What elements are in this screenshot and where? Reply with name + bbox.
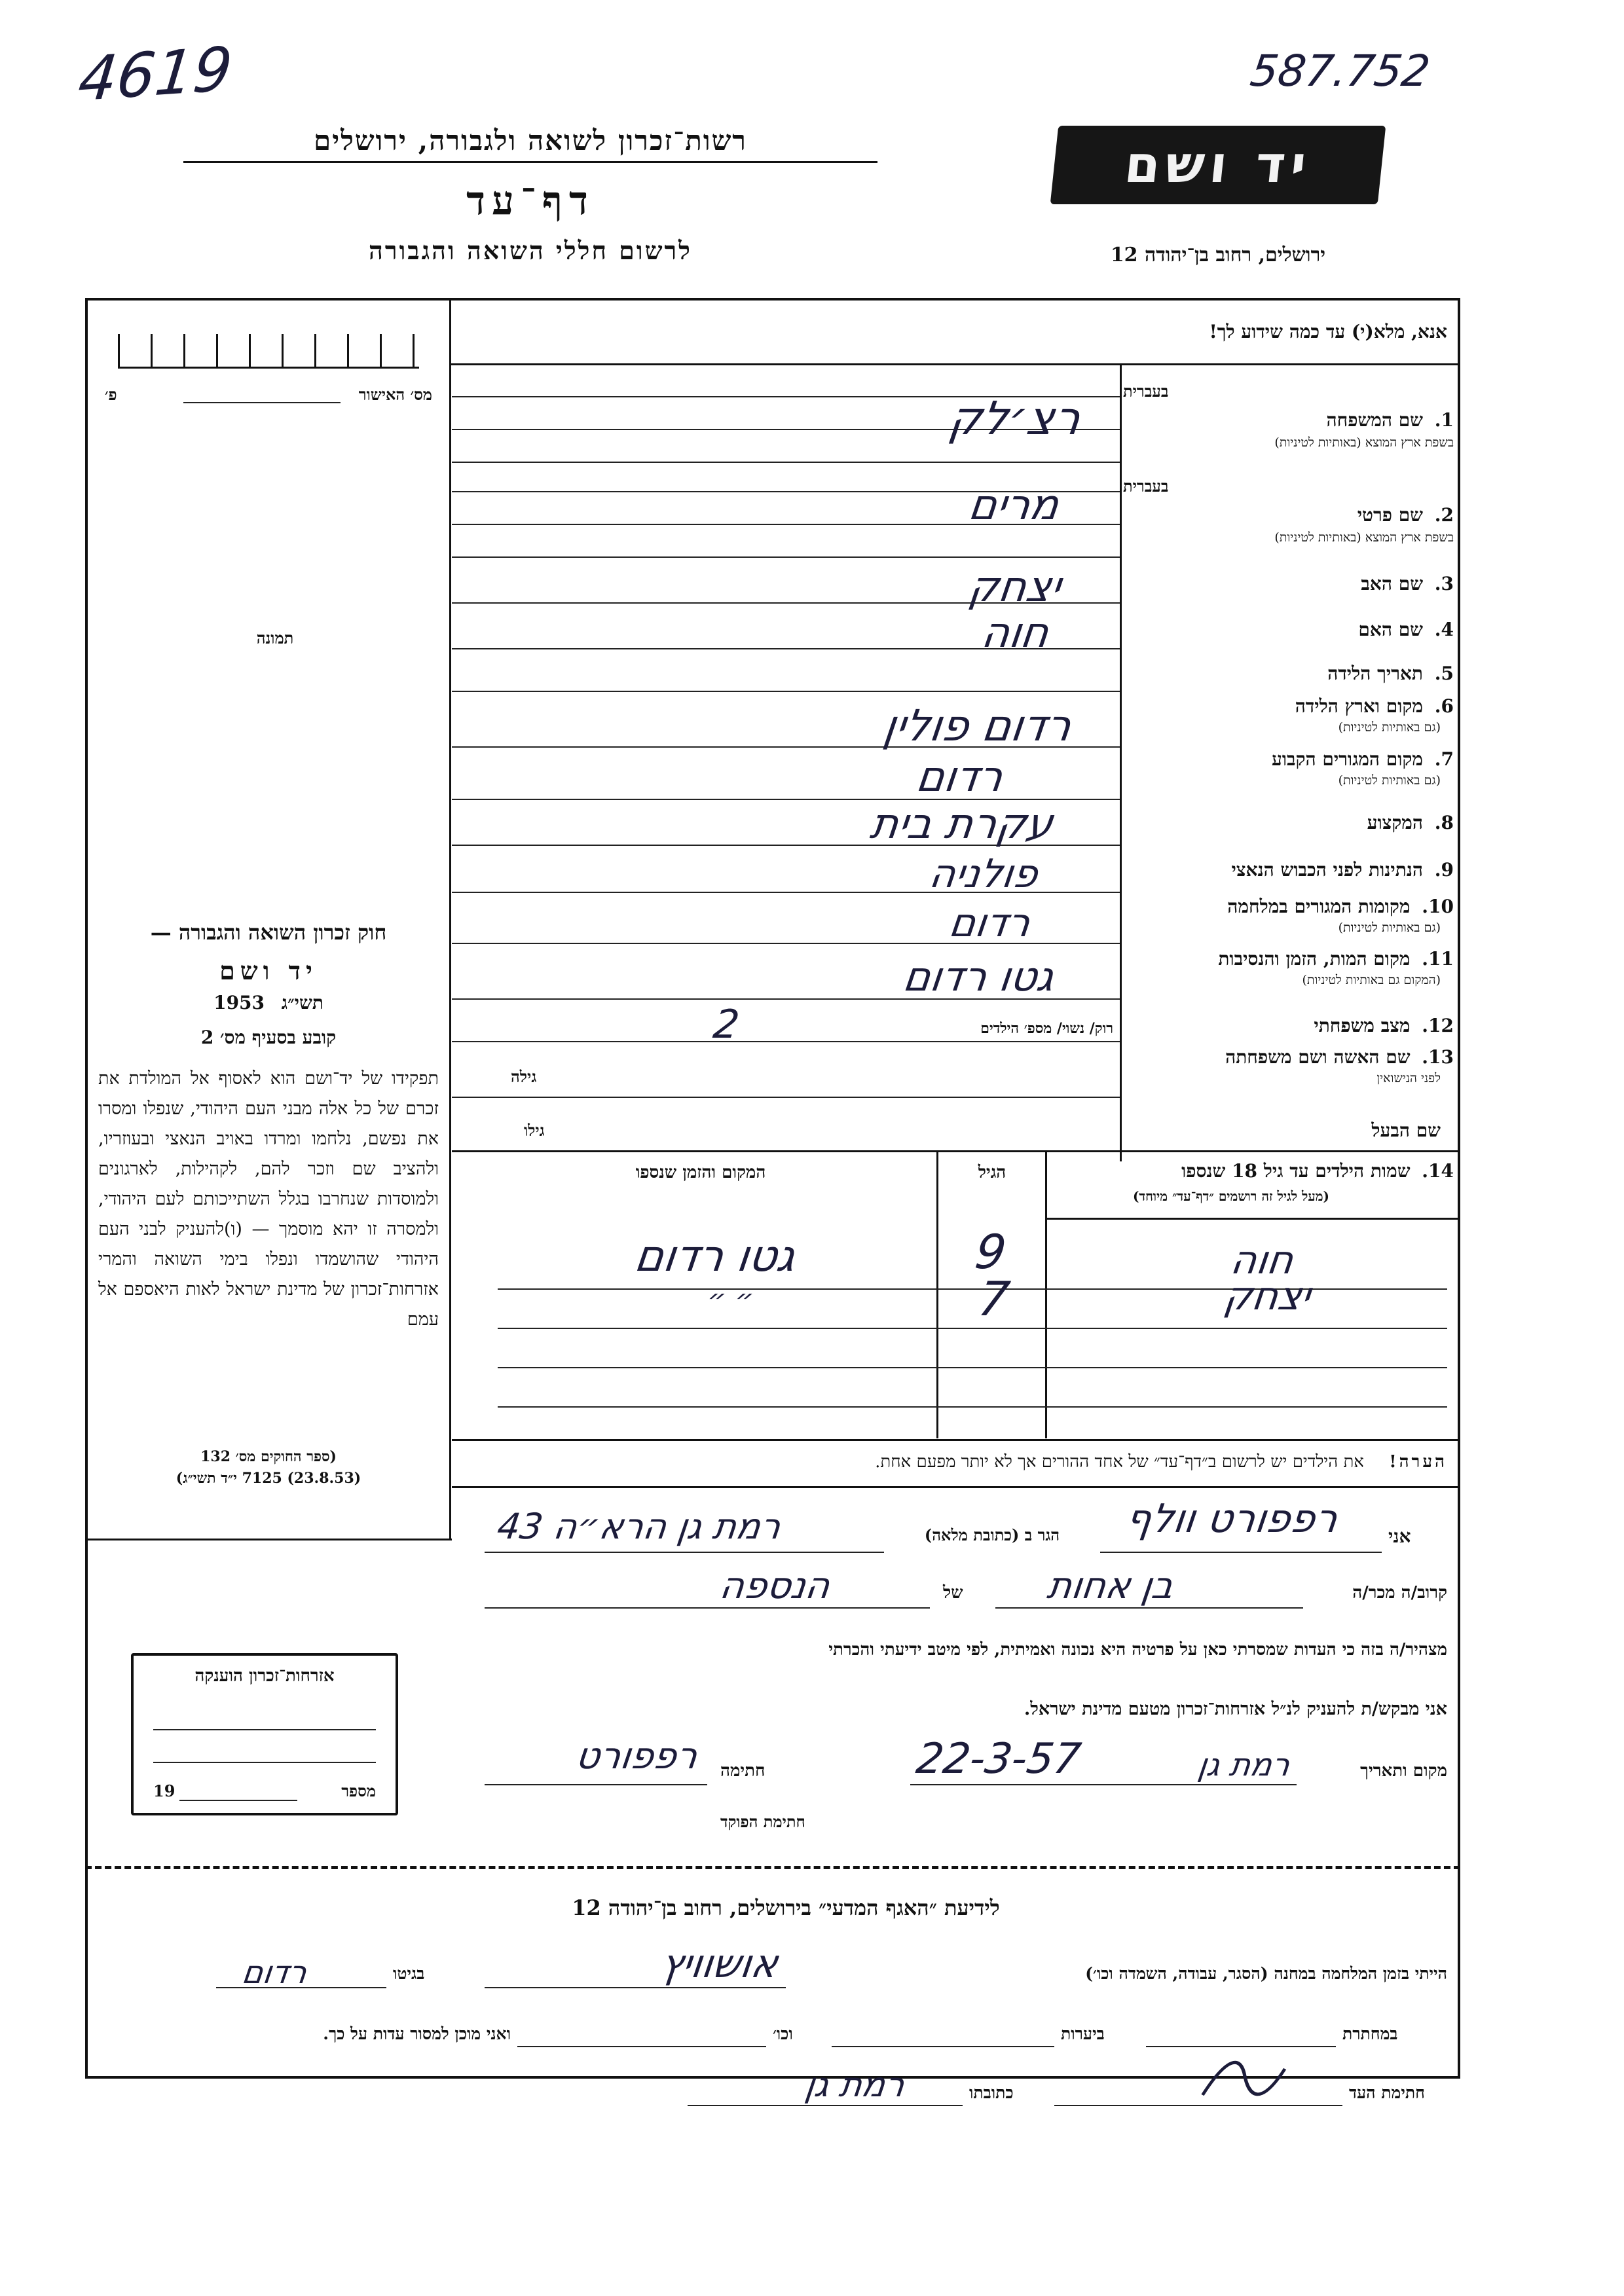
children-col-sep-1 (1045, 1150, 1047, 1438)
field-sub-10: (גם באותיות לטיניות) (1338, 920, 1441, 935)
field-line-1c (452, 462, 1120, 463)
certificate-number-suffix: 19 (153, 1781, 175, 1800)
children-line-3 (498, 1367, 1447, 1368)
footer-underground-label: במחתרת (1342, 2024, 1398, 2043)
footer-camp-line (485, 1987, 786, 1988)
field-num-2: 2. (1434, 504, 1454, 526)
footer-witness-signature[interactable] (1194, 2049, 1295, 2108)
children-title-row (1048, 1160, 1454, 1182)
remark-row (452, 1452, 1447, 1472)
footer-ghetto-label: בגיטו (393, 1964, 425, 1983)
child-name-2[interactable]: יצחק (1221, 1273, 1314, 1319)
children-note: (מעל לגיל זה רושמים ״דף־עד״ מיוחד) (1132, 1188, 1330, 1204)
field-line-2c (452, 556, 1120, 558)
field-row-2 (1123, 471, 1454, 550)
footer-forest-label: ביערות (1061, 2024, 1105, 2043)
field-num-13: 13. (1422, 1046, 1454, 1068)
footer-line1-label: הייתי בזמן המלחמה במחנה (הסגר, עבודה, השמדה וכו׳) (1085, 1964, 1447, 1983)
law-clause: קובע בסעיף מס׳ 2 (200, 1027, 337, 1048)
declarant-name-value[interactable]: רפפורט וולף (1123, 1496, 1341, 1542)
field-num-11: 11. (1422, 948, 1454, 970)
children-line-2 (498, 1328, 1447, 1329)
children-num: 14. (1422, 1160, 1454, 1182)
date-value[interactable]: 22-3-57 (913, 1735, 1084, 1783)
archive-number-right: 587.752 (1247, 46, 1433, 96)
field-value-4[interactable]: חוה (978, 609, 1052, 657)
approval-number-prefix: פ׳ (105, 385, 117, 404)
field-row-5 (1123, 663, 1454, 685)
field-label-4: שם האם (1358, 619, 1424, 640)
photo-area: תמונה (256, 629, 294, 647)
place-value[interactable]: רמת גן (1196, 1747, 1293, 1783)
footer-title: לידיעת ״האגף המדעי״ בירושלים, רחוב בן־יהודה 12 (572, 1895, 1000, 1920)
field-label-12: מצב משפחתי (1314, 1015, 1411, 1036)
field-row-9 (1123, 859, 1454, 881)
signature-value[interactable]: רפפורט (573, 1735, 701, 1777)
footer-underground-line (1146, 2046, 1336, 2047)
sidebar-bottom-rule (85, 1539, 452, 1540)
field-num-8: 8. (1434, 812, 1454, 833)
field-label-13: שם האשה ושם משפחתה (1225, 1046, 1411, 1068)
certificate-box (131, 1653, 398, 1815)
field-sub-11: (המקום גם באותיות לטיניות) (1302, 973, 1441, 987)
field-value-3[interactable]: יצחק (965, 563, 1064, 611)
declarant-of-label: של (943, 1583, 963, 1603)
place-date-line (910, 1784, 1297, 1785)
form-subtitle: לרשום חללי השואה והגבורה (369, 236, 692, 265)
footer-forest-line (832, 2046, 1054, 2047)
certificate-line-2 (153, 1762, 376, 1763)
field-sub-7: (גם באותיות לטיניות) (1338, 773, 1441, 788)
approval-number-row (98, 385, 439, 411)
field-row-12 (1123, 1015, 1454, 1037)
field-line-13 (452, 1097, 1120, 1098)
field-num-4: 4. (1434, 619, 1454, 640)
field-row-3 (1123, 573, 1454, 595)
law-source-1: (ספר החוקים מס׳ 132 (200, 1448, 337, 1465)
field-label-5: תאריך הלידה (1327, 663, 1424, 684)
field-label-9: הנתינות לפני הכבוש הנאצי (1231, 859, 1424, 881)
declarant-address-value[interactable]: רמת גן הרא״ה 43 (494, 1506, 784, 1547)
child-age-1[interactable]: 9 (972, 1224, 1010, 1279)
declarant-address-line (485, 1552, 884, 1553)
footer-etc-label: וכו׳ (773, 2024, 793, 2043)
child-place-2[interactable]: ״ ״ (705, 1283, 756, 1317)
footer-address-value[interactable]: רמת גן (802, 2066, 908, 2105)
archive-number-left: 4619 (75, 33, 236, 115)
field-value-11[interactable]: גטו רדום (900, 953, 1058, 1000)
field-label-2: שם פרטי (1357, 504, 1424, 526)
field-value-2[interactable]: מרים (965, 481, 1062, 530)
children-line-4 (498, 1406, 1447, 1408)
field-num-10: 10. (1422, 896, 1454, 917)
logo-text: יד ושם (1122, 136, 1314, 194)
authority-name: רשות־זכרון לשואה ולגבורה, ירושלים (314, 124, 747, 156)
field-value-10[interactable]: רדום (946, 900, 1033, 946)
law-year-hebrew: תשי״ג (281, 992, 323, 1013)
declarant-name-line (1100, 1552, 1382, 1553)
field-tag-1: בעברית (1123, 382, 1169, 401)
field-line-5 (452, 691, 1120, 692)
field-tag-2: בעברית (1123, 477, 1169, 496)
children-col-place: המקום והזמן שנספו (635, 1163, 766, 1182)
field-row-6 (1123, 695, 1454, 741)
declarant-resides-label: הגר ב (כתובת מלאה) (924, 1525, 1060, 1544)
field-sub-6: (גם באותיות לטיניות) (1338, 720, 1441, 735)
intro-text: אנא, מלא(י) עד כמה שידוע לך! (1209, 321, 1447, 342)
husband-age-label: גילו (524, 1121, 545, 1140)
institution-address: ירושלים, רחוב בן־יהודה 12 (1110, 244, 1326, 266)
field-value-7[interactable]: רדום (913, 753, 1006, 801)
remark-label: הערה! (1389, 1452, 1447, 1472)
field-row-7 (1123, 748, 1454, 794)
sidebar-divider (449, 298, 451, 1539)
law-title: חוק זכרון השואה והגבורה — (150, 920, 387, 945)
certificate-number-line[interactable] (179, 1800, 297, 1801)
footer-etc-line (517, 2046, 766, 2047)
declarant-relation-line (995, 1607, 1303, 1609)
footer-address-line (688, 2105, 963, 2106)
field-num-12: 12. (1422, 1015, 1454, 1036)
yad-vashem-logo (1050, 126, 1386, 204)
field-num-5: 5. (1434, 663, 1454, 684)
footer-ghetto-value[interactable]: רדום (240, 1954, 310, 1991)
field-row-4 (1123, 619, 1454, 641)
child-name-1[interactable]: חוה (1228, 1237, 1297, 1283)
approval-number-field[interactable] (183, 402, 341, 403)
place-date-label: מקום ותאריך (1360, 1761, 1447, 1781)
officer-signature-label: חתימת הפוקד (720, 1812, 805, 1831)
law-text: תפקידו של יד־ושם הוא לאסוף אל המולדת את זכרם של כל אלה מבני העם היהודי, שנפלו ומסרו את נפשם, נלחמו ומרדו באויב הנאצי ובעוזריו, ולהציב שם וזכר להם, לקהילות, לארגונים ולמוסדות שנחרבו בגלל השתייכותם לעם היהודי, ולמסרה זו יהא מוסמך — (ו)להעניק לבני העם היהודי שהושמדו ונפלו בימי השואה והמרי אזרחות־זכרון של מדינת ישראל לאות היאספם אל עמם (98, 1068, 439, 1330)
footer-ready-label: ואני מוכן למסור עדות על כך. (323, 2024, 511, 2043)
field-sub-1: בשפת ארץ המוצא (באותיות לטיניות) (1274, 435, 1454, 450)
declarant-relation-label: קרוב/ה מכר/ה (1352, 1583, 1447, 1603)
child-age-2[interactable]: 7 (975, 1271, 1013, 1326)
law-source-2: (23.8.53) 7125 י״ד תשי״ג) (175, 1470, 361, 1487)
number-ticks (118, 334, 419, 369)
request-line: אני מבקש/ת להעניק לנ״ל אזרחות־זכרון מטעם מדינת ישראל. (1024, 1699, 1447, 1719)
signature-line (485, 1784, 707, 1785)
field-num-7: 7. (1434, 748, 1454, 770)
field-num-3: 3. (1434, 573, 1454, 594)
field-label-1: שם המשפחה (1326, 409, 1424, 431)
declarant-ani-label: אני (1388, 1525, 1411, 1547)
children-count[interactable]: 2 (710, 1002, 743, 1048)
signature-label: חתימה (720, 1761, 766, 1781)
field-value-8[interactable]: עקרת בית (867, 800, 1056, 848)
certificate-line-1 (153, 1729, 376, 1730)
field-value-1[interactable]: רצ׳לק (946, 392, 1084, 445)
certificate-box-title: אזרחות־זכרון הוענקה (194, 1666, 335, 1686)
field-value-6[interactable]: רדום פולין (880, 701, 1075, 751)
children-bottom-rule (452, 1439, 1460, 1441)
children-title: שמות הילדים עד גיל 18 שנספו (1181, 1160, 1411, 1182)
field-label-8: המקצוע (1367, 812, 1424, 833)
field-line-husband (452, 1150, 1460, 1152)
field-label-6: מקום וארץ הלידה (1295, 695, 1424, 717)
footer-witness-sig-label: חתימת העד (1349, 2083, 1425, 2102)
intro-underline (451, 363, 1460, 365)
remark-rule (452, 1486, 1460, 1488)
children-header-rule (1046, 1218, 1460, 1220)
fields-divider (1120, 364, 1122, 1161)
field-num-6: 6. (1434, 695, 1454, 717)
field-num-1: 1. (1434, 409, 1454, 431)
field-row-11 (1123, 948, 1454, 994)
declarant-of-line (485, 1607, 930, 1609)
law-name: יד ושם (219, 956, 318, 985)
husband-label: שם הבעל (1371, 1120, 1441, 1141)
field-num-9: 9. (1434, 859, 1454, 881)
approval-number-label: מס׳ האישור (358, 385, 432, 404)
child-place-1[interactable]: גטו רדום (631, 1231, 799, 1281)
children-col-age: הגיל (978, 1163, 1006, 1182)
declarant-relation-value[interactable]: בן אחות (1044, 1565, 1177, 1607)
field-label-11: מקום המות, הזמן והנסיבות (1218, 948, 1411, 970)
footer-address-label: כתובתו (969, 2083, 1014, 2102)
witness-signature-mark (1194, 2049, 1295, 2108)
field-value-9[interactable]: פולניה (927, 851, 1041, 897)
declaration-line: מצהיר/ה בזה כי העדות שמסרתי כאן על פרטיה היא נכונה ואמיתית, לפי מיטב ידיעתי והכרתי (828, 1640, 1447, 1660)
field-row-8 (1123, 812, 1454, 834)
children-col-sep-2 (936, 1150, 938, 1438)
footer-camp-value[interactable]: אושוויץ (658, 1941, 781, 1987)
field-sub-13: לפני הנישואין (1376, 1071, 1441, 1085)
certificate-number-label: מספר (341, 1781, 376, 1800)
form-title: דף־עד (466, 178, 595, 224)
wife-age-label: גילה (511, 1067, 537, 1086)
footer-dashed-border (85, 1866, 1460, 1869)
remark-text: את הילדים יש לרשום ב״דף־עד״ של אחד ההורים אך לא יותר מפעם אחת. (875, 1452, 1364, 1472)
field-label-3: שם האב (1361, 573, 1424, 594)
authority-underline (183, 161, 877, 163)
field-row-13 (1123, 1046, 1454, 1092)
field-label-10: מקומות המגורים במלחמה (1227, 896, 1411, 917)
field-label-7: מקום המגורים הקבוע (1272, 748, 1424, 770)
declarant-of-value[interactable]: הנספה (717, 1565, 833, 1607)
field-line-12 (452, 1041, 1120, 1042)
field-sub-2: בשפת ארץ המוצא (באותיות לטיניות) (1274, 530, 1454, 545)
law-year: 1953 (213, 992, 265, 1013)
family-status-options: רוק/ נשוי/ מספ׳ הילדים (980, 1020, 1113, 1037)
field-row-10 (1123, 896, 1454, 941)
field-row-1 (1123, 376, 1454, 455)
law-year-row (98, 992, 439, 1014)
